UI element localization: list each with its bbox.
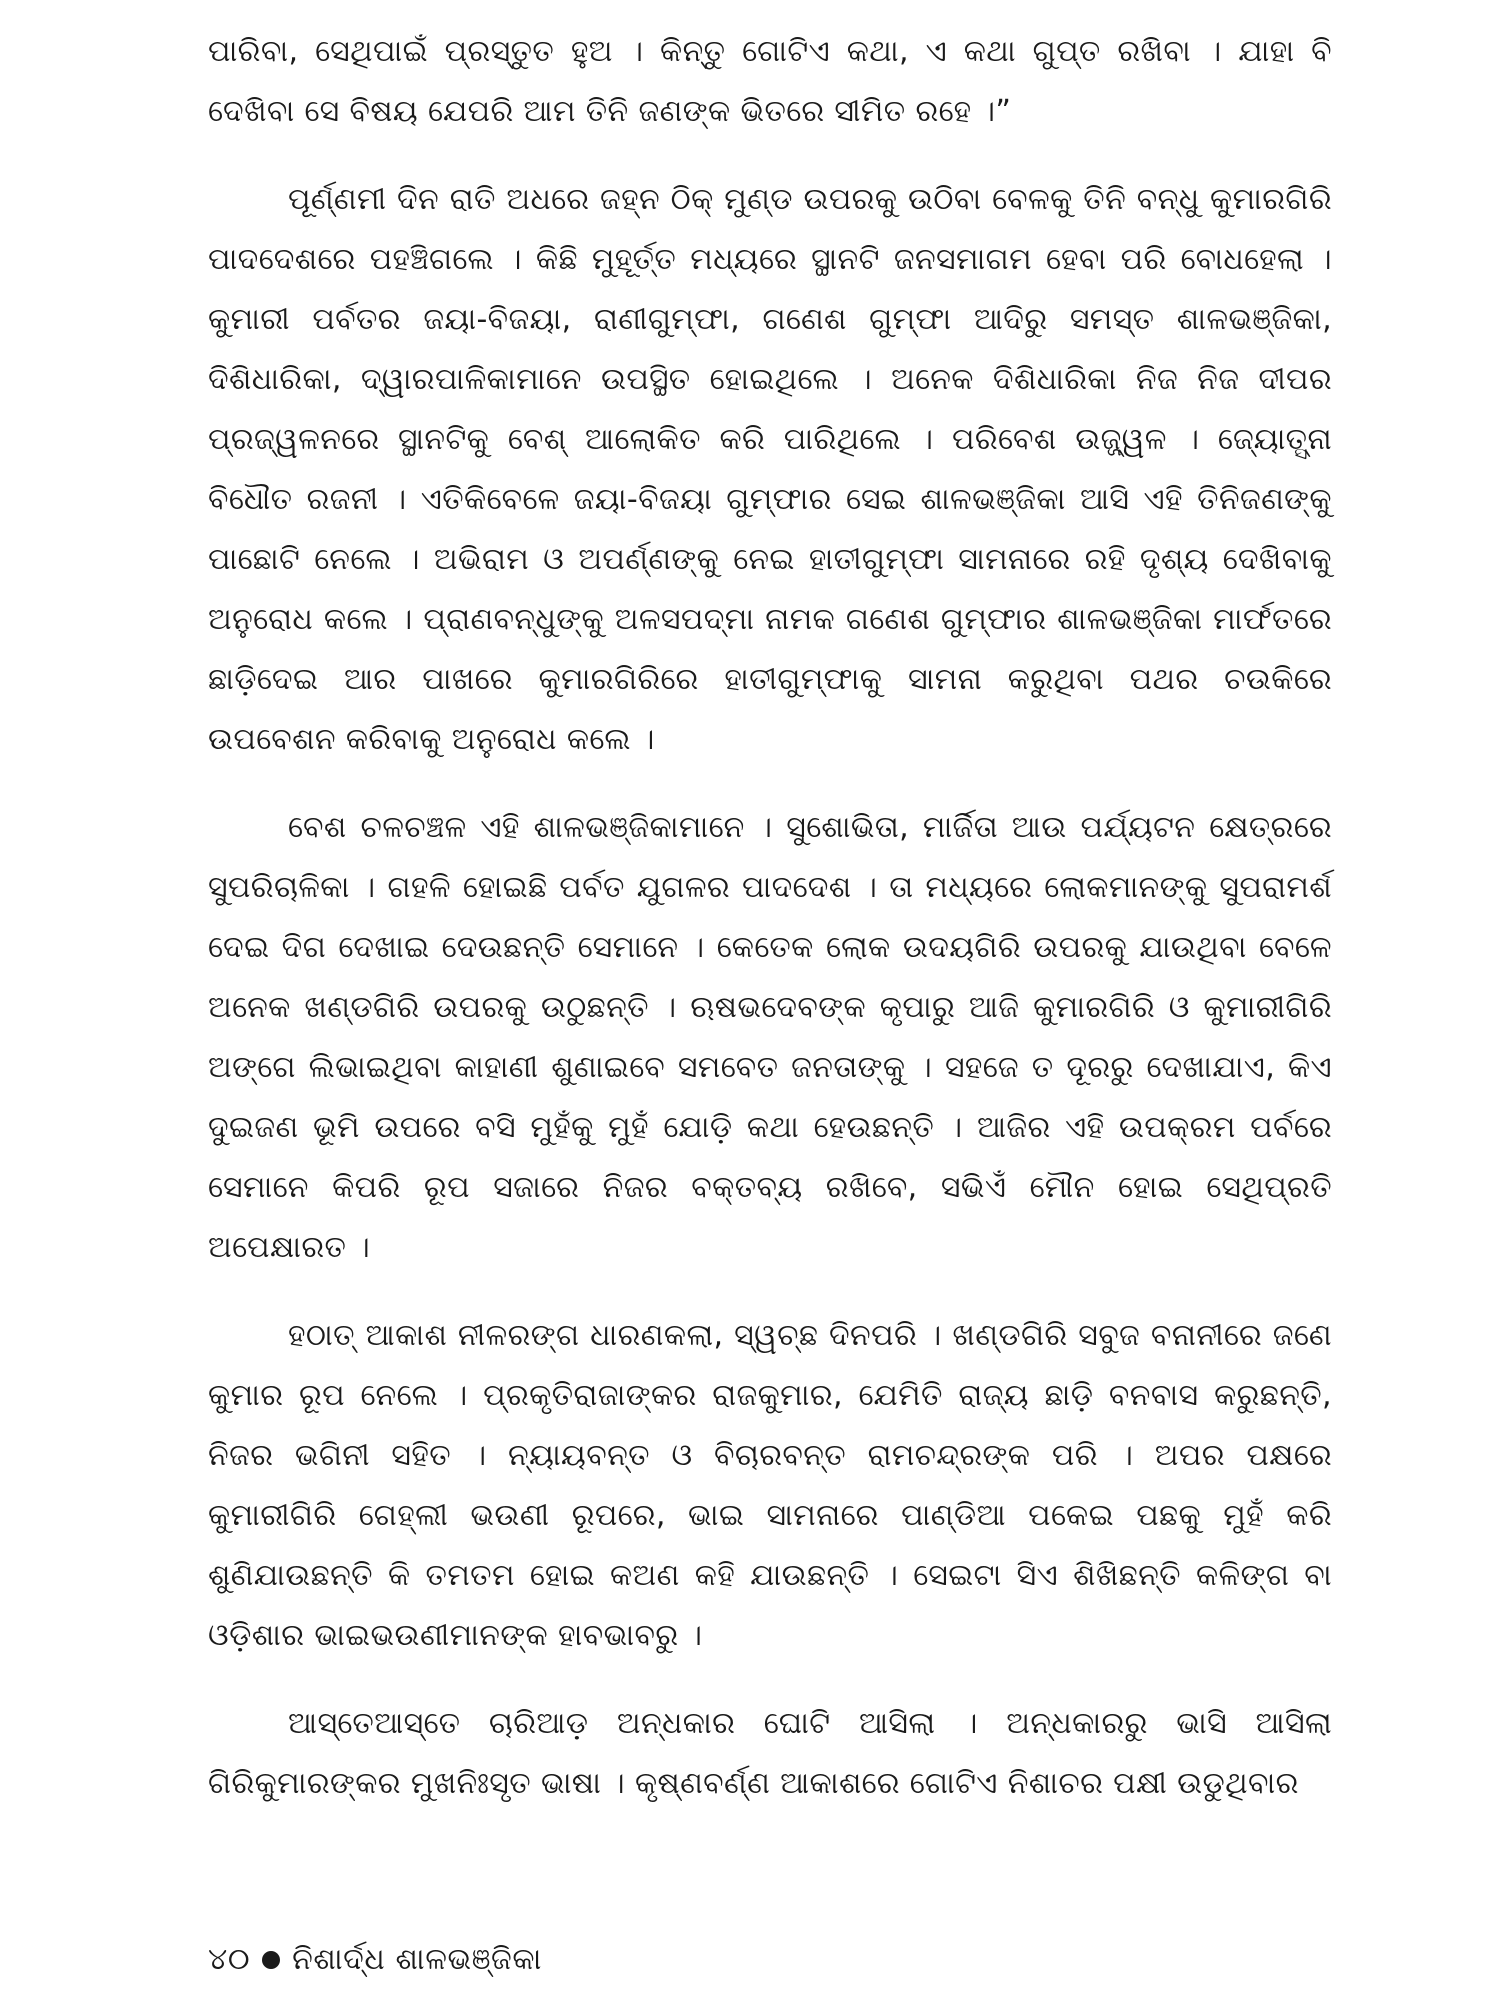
paragraph-1: ପାରିବା, ସେଥିପାଇଁ ପ୍ରସ୍ତୁତ ହୁଅ । କିନ୍ତୁ ଗୋଟିଏ କଥା, ଏ କଥା ଗୁପ୍ତ ରଖିବା । ଯାହା ବି ଦେଖିବା ସେ ବିଷୟ ଯେପରି ଆମ ତିନି ଜଣଙ୍କ ଭିତରେ ସୀମିତ ରହେ ।” bbox=[208, 34, 1332, 129]
page-number: ୪୦ bbox=[208, 1942, 251, 1977]
book-title: ନିଶାର୍ଦ୍ଧ ଶାଳଭଞ୍ଜିକା bbox=[292, 1942, 542, 1977]
paragraph-2: ପୂର୍ଣ୍ଣମୀ ଦିନ ରାତି ଅଧରେ ଜହ୍ନ ଠିକ୍ ମୁଣ୍ଡ ଉପରକୁ ଉଠିବା ବେଳକୁ ତିନି ବନ୍ଧୁ କୁମାରଗିରି ପାଦଦେଶରେ ପହଞ୍ଚିଗଲେ । କିଛି ମୁହୂର୍ତ୍ତ ମଧ୍ୟରେ ସ୍ଥାନଟି ଜନସମାଗମ ହେବା ପରି ବୋଧହେଲା । କୁମାରୀ ପର୍ବତର ଜୟା-ବିଜୟା, ରାଣୀଗୁମ୍ଫା, ଗଣେଶ ଗୁମ୍ଫା ଆଦିରୁ ସମସ୍ତ ଶାଳଭଞ୍ଜିକା, ଦିଶିଧାରିକା, ଦ୍ୱାରପାଳିକାମାନେ ଉପସ୍ଥିତ ହୋଇଥିଲେ । ଅନେକ ଦିଶିଧାରିକା ନିଜ ନିଜ ଦୀପର ପ୍ରଜ୍ୱଳନରେ ସ୍ଥାନଟିକୁ ବେଶ୍ ଆଲୋକିତ କରି ପାରିଥିଲେ । ପରିବେଶ ଉଜ୍ଜ୍ୱଳ । ଜ୍ୟୋତ୍ସ୍ନା ବିଧୌତ ରଜନୀ । ଏତିକିବେଳେ ଜୟା-ବିଜୟା ଗୁମ୍ଫାର ସେଇ ଶାଳଭଞ୍ଜିକା ଆସି ଏହି ତିନିଜଣଙ୍କୁ ପାଛୋଟି ନେଲେ । ଅଭିରାମ ଓ ଅପର୍ଣ୍ଣଙ୍କୁ ନେଇ ହାତୀଗୁମ୍ଫା ସାମନାରେ ରହି ଦୃଶ୍ୟ ଦେଖିବାକୁ ଅନୁରୋଧ କଲେ । ପ୍ରାଣବନ୍ଧୁଙ୍କୁ ଅଳସପଦ୍ମା ନାମକ ଗଣେଶ ଗୁମ୍ଫାର ଶାଳଭଞ୍ଜିକା ମାର୍ଫତରେ ଛାଡ଼ିଦେଇ ଆର ପାଖରେ କୁମାରଗିରିରେ ହାତୀଗୁମ୍ଫାକୁ ସାମନା କରୁଥିବା ପଥର ଚଉକିରେ ଉପବେଶନ କରିବାକୁ ଅନୁରୋଧ କଲେ । bbox=[208, 182, 1332, 757]
bullet-separator-icon bbox=[262, 1951, 280, 1969]
page-footer bbox=[208, 1940, 542, 1980]
body-text bbox=[208, 22, 1332, 1814]
paragraph-3: ବେଶ ଚଳଚଞ୍ଚଳ ଏହି ଶାଳଭଞ୍ଜିକାମାନେ । ସୁଶୋଭିତା, ମାର୍ଜିତା ଆଉ ପର୍ଯ୍ୟଟନ କ୍ଷେତ୍ରରେ ସୁପରିଚାଳିକା । ଗହଳି ହୋଇଛି ପର୍ବତ ଯୁଗଳର ପାଦଦେଶ । ତା ମଧ୍ୟରେ ଲୋକମାନଙ୍କୁ ସୁପରାମର୍ଶ ଦେଇ ଦିଗ ଦେଖାଇ ଦେଉଛନ୍ତି ସେମାନେ । କେତେକ ଲୋକ ଉଦୟଗିରି ଉପରକୁ ଯାଉଥିବା ବେଳେ ଅନେକ ଖଣ୍ଡଗିରି ଉପରକୁ ଉଠୁଛନ୍ତି । ଋଷଭଦେବଙ୍କ କୃପାରୁ ଆଜି କୁମାରଗିରି ଓ କୁମାରୀଗିରି ଅଙ୍ଗେ ଲିଭାଇଥିବା କାହାଣୀ ଶୁଣାଇବେ ସମବେତ ଜନତାଙ୍କୁ । ସହଜେ ତ ଦୂରରୁ ଦେଖାଯାଏ, କିଏ ଦୁଇଜଣ ଭୂମି ଉପରେ ବସି ମୁହଁକୁ ମୁହଁ ଯୋଡ଼ି କଥା ହେଉଛନ୍ତି । ଆଜିର ଏହି ଉପକ୍ରମ ପର୍ବରେ ସେମାନେ କିପରି ରୂପ ସଜାରେ ନିଜର ବକ୍ତବ୍ୟ ରଖିବେ, ସଭିଏଁ ମୌନ ହୋଇ ସେଥିପ୍ରତି ଅପେକ୍ଷାରତ । bbox=[208, 810, 1332, 1265]
paragraph-4: ହଠାତ୍ ଆକାଶ ନୀଳରଙ୍ଗ ଧାରଣକଲା, ସ୍ୱଚ୍ଛ ଦିନପରି । ଖଣ୍ଡଗିରି ସବୁଜ ବନାନୀରେ ଜଣେ କୁମାର ରୂପ ନେଲେ । ପ୍ରକୃତିରାଜାଙ୍କର ରାଜକୁମାର, ଯେମିତି ରାଜ୍ୟ ଛାଡ଼ି ବନବାସ କରୁଛନ୍ତି, ନିଜର ଭଗିନୀ ସହିତ । ନ୍ୟାୟବନ୍ତ ଓ ବିଚାରବନ୍ତ ରାମଚନ୍ଦ୍ରଙ୍କ ପରି । ଅପର ପକ୍ଷରେ କୁମାରୀଗିରି ଗେହ୍ଲୀ ଭଉଣୀ ରୂପରେ, ଭାଇ ସାମନାରେ ପାଣ୍ଡିଆ ପକେଇ ପଛକୁ ମୁହଁ କରି ଶୁଣିଯାଉଛନ୍ତି କି ତମତମ ହୋଇ କଅଣ କହି ଯାଉଛନ୍ତି । ସେଇଟା ସିଏ ଶିଖିଛନ୍ତି କଳିଙ୍ଗ ବା ଓଡ଼ିଶାର ଭାଇଭଉଣୀମାନଙ୍କ ହାବଭାବରୁ । bbox=[208, 1318, 1332, 1653]
paragraph-5: ଆସ୍ତେଆସ୍ତେ ଚାରିଆଡ଼ ଅନ୍ଧକାର ଘୋଟି ଆସିଲା । ଅନ୍ଧକାରରୁ ଭାସି ଆସିଲା ଗିରିକୁମାରଙ୍କର ମୁଖନିଃସୃତ ଭାଷା । କୃଷ୍ଣବର୍ଣ୍ଣ ଆକାଶରେ ଗୋଟିଏ ନିଶାଚର ପକ୍ଷୀ ଉଡୁଥିବାର bbox=[208, 1706, 1332, 1801]
